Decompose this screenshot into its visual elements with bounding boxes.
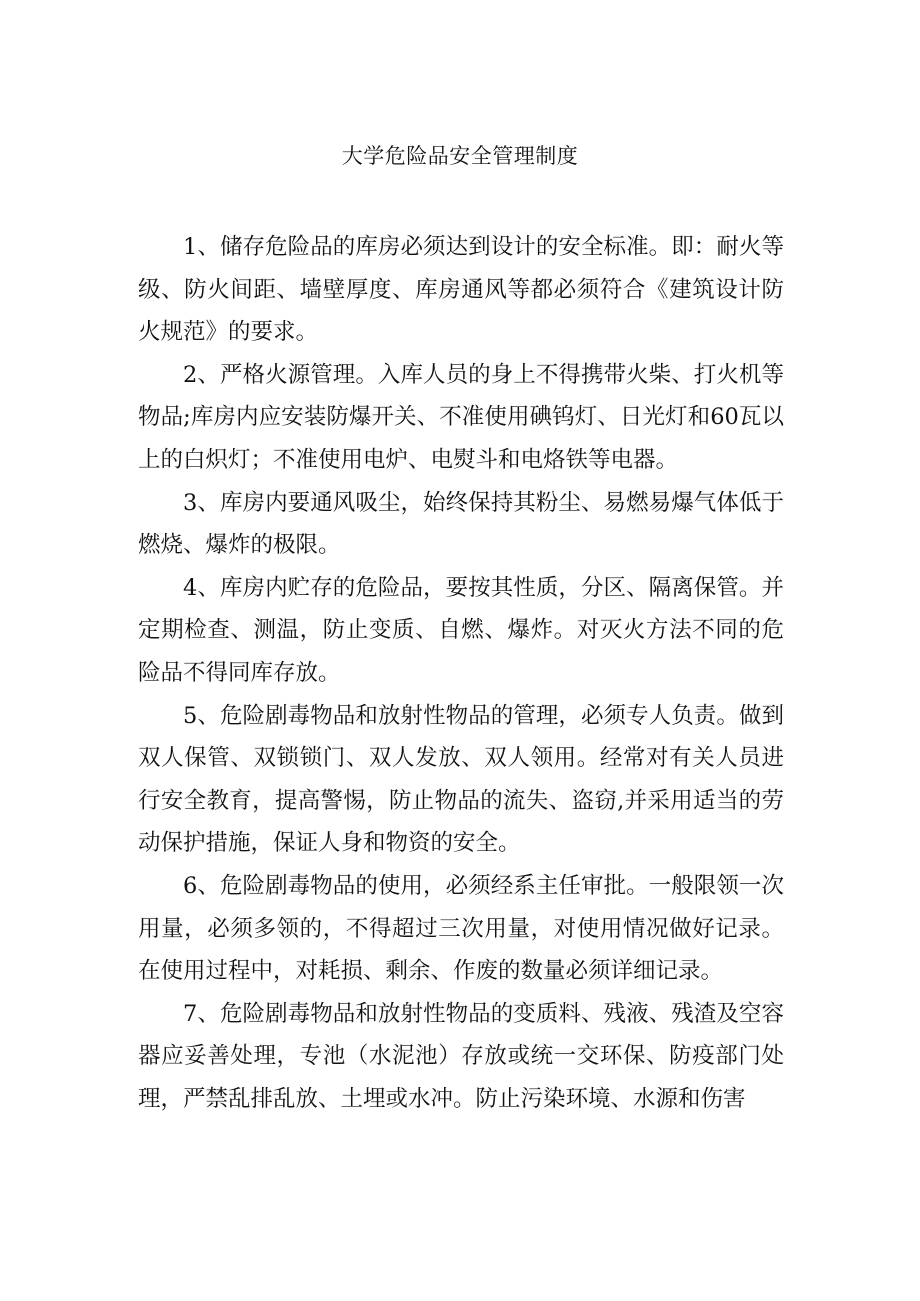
paragraph-3: 3、库房内要通风吸尘，始终保持其粉尘、易燃易爆气体低于燃烧、爆炸的极限。	[138, 489, 784, 559]
paragraph-2: 2、严格火源管理。入库人员的身上不得携带火柴、打火机等物品;库房内应安装防爆开关、不准使用碘钨灯、日光灯和60瓦以上的白炽灯；不准使用电炉、电熨斗和电烙铁等电器。	[138, 361, 784, 473]
paragraph-5: 5、危险剧毒物品和放射性物品的管理，必须专人负责。做到双人保管、双锁锁门、双人发放、双人领用。经常对有关人员进行安全教育，提高警惕，防止物品的流失、盗窃,并采用适当的劳动保护措施，保证人身和物资的安全。	[138, 702, 784, 857]
document-body	[138, 226, 784, 1120]
paragraph-1: 1、储存危险品的库房必须达到设计的安全标准。即：耐火等级、防火间距、墙壁厚度、库房通风等都必须符合《建筑设计防火规范》的要求。	[138, 234, 784, 346]
paragraph-4: 4、库房内贮存的危险品，要按其性质，分区、隔离保管。并定期检查、测温，防止变质、自燃、爆炸。对灭火方法不同的危险品不得同库存放。	[138, 574, 784, 686]
paragraph-6: 6、危险剧毒物品的使用，必须经系主任审批。一般限领一次用量，必须多领的，不得超过三次用量，对使用情况做好记录。在使用过程中，对耗损、剩余、作废的数量必须详细记录。	[138, 872, 784, 985]
document-title: 大学危险品安全管理制度	[341, 144, 579, 168]
paragraph-7: 7、危险剧毒物品和放射性物品的变质料、残液、残渣及空容器应妥善处理，专池（水泥池）存放或统一交环保、防疫部门处理，严禁乱排乱放、土埋或水冲。防止污染环境、水源和伤害	[138, 1000, 784, 1112]
